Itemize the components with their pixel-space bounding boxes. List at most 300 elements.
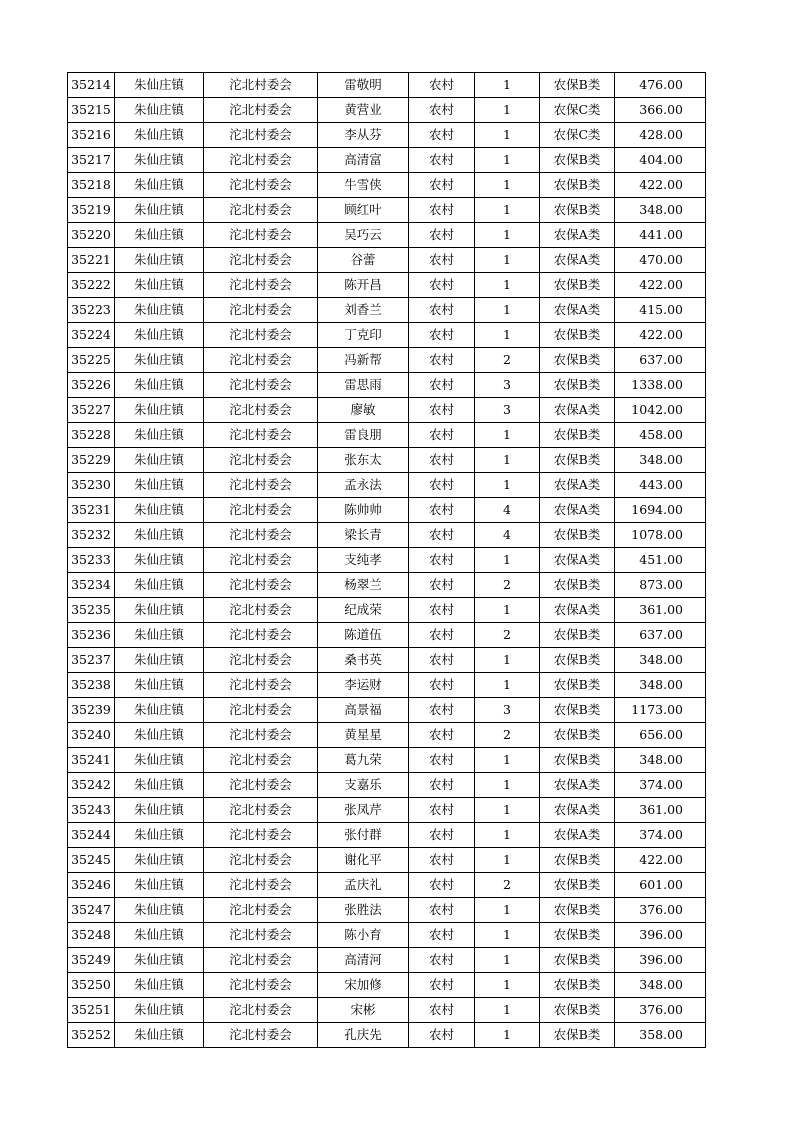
village-cell: 沱北村委会 [204,1023,318,1048]
village-cell: 沱北村委会 [204,673,318,698]
village-cell: 沱北村委会 [204,423,318,448]
village-cell: 沱北村委会 [204,748,318,773]
name-cell: 支纯孝 [318,548,409,573]
count-cell: 1 [475,98,540,123]
amount-cell: 476.00 [615,73,706,98]
table-row [68,323,706,348]
category-cell: 农保A类 [540,248,615,273]
table-row [68,373,706,398]
village-cell: 沱北村委会 [204,398,318,423]
category-cell: 农保B类 [540,948,615,973]
id-cell: 35237 [68,648,115,673]
id-cell: 35226 [68,373,115,398]
table-row [68,848,706,873]
hukou-cell: 农村 [409,573,475,598]
amount-cell: 637.00 [615,348,706,373]
id-cell: 35241 [68,748,115,773]
name-cell: 黄星星 [318,723,409,748]
category-cell: 农保B类 [540,348,615,373]
hukou-cell: 农村 [409,98,475,123]
amount-cell: 1338.00 [615,373,706,398]
table-row [68,698,706,723]
id-cell: 35215 [68,98,115,123]
village-cell: 沱北村委会 [204,773,318,798]
hukou-cell: 农村 [409,898,475,923]
hukou-cell: 农村 [409,773,475,798]
village-cell: 沱北村委会 [204,898,318,923]
id-cell: 35214 [68,73,115,98]
count-cell: 1 [475,248,540,273]
table-row [68,673,706,698]
table-row [68,823,706,848]
table-row [68,598,706,623]
name-cell: 陈帅帅 [318,498,409,523]
category-cell: 农保B类 [540,623,615,648]
village-cell: 沱北村委会 [204,523,318,548]
id-cell: 35252 [68,1023,115,1048]
name-cell: 高清河 [318,948,409,973]
hukou-cell: 农村 [409,373,475,398]
id-cell: 35233 [68,548,115,573]
category-cell: 农保A类 [540,498,615,523]
town-cell: 朱仙庄镇 [115,898,204,923]
count-cell: 4 [475,523,540,548]
id-cell: 35218 [68,173,115,198]
name-cell: 黄营业 [318,98,409,123]
count-cell: 3 [475,698,540,723]
category-cell: 农保A类 [540,548,615,573]
category-cell: 农保B类 [540,423,615,448]
amount-cell: 361.00 [615,598,706,623]
village-cell: 沱北村委会 [204,273,318,298]
id-cell: 35239 [68,698,115,723]
count-cell: 4 [475,498,540,523]
village-cell: 沱北村委会 [204,873,318,898]
table-row [68,923,706,948]
amount-cell: 415.00 [615,298,706,323]
village-cell: 沱北村委会 [204,373,318,398]
village-cell: 沱北村委会 [204,973,318,998]
id-cell: 35231 [68,498,115,523]
table-row [68,248,706,273]
hukou-cell: 农村 [409,698,475,723]
amount-cell: 458.00 [615,423,706,448]
amount-cell: 348.00 [615,198,706,223]
town-cell: 朱仙庄镇 [115,848,204,873]
name-cell: 桑书英 [318,648,409,673]
count-cell: 1 [475,448,540,473]
village-cell: 沱北村委会 [204,798,318,823]
name-cell: 冯新帮 [318,348,409,373]
village-cell: 沱北村委会 [204,498,318,523]
category-cell: 农保B类 [540,148,615,173]
amount-cell: 396.00 [615,923,706,948]
village-cell: 沱北村委会 [204,448,318,473]
town-cell: 朱仙庄镇 [115,298,204,323]
count-cell: 1 [475,998,540,1023]
id-cell: 35228 [68,423,115,448]
amount-cell: 443.00 [615,473,706,498]
hukou-cell: 农村 [409,73,475,98]
amount-cell: 376.00 [615,998,706,1023]
table-row [68,648,706,673]
name-cell: 张凤芹 [318,798,409,823]
table-row [68,623,706,648]
table-row [68,498,706,523]
category-cell: 农保C类 [540,123,615,148]
name-cell: 牛雪侠 [318,173,409,198]
category-cell: 农保B类 [540,273,615,298]
village-cell: 沱北村委会 [204,848,318,873]
town-cell: 朱仙庄镇 [115,523,204,548]
table-row [68,898,706,923]
id-cell: 35221 [68,248,115,273]
name-cell: 雷思雨 [318,373,409,398]
category-cell: 农保B类 [540,898,615,923]
id-cell: 35225 [68,348,115,373]
count-cell: 1 [475,848,540,873]
count-cell: 1 [475,223,540,248]
hukou-cell: 农村 [409,673,475,698]
name-cell: 雷良朋 [318,423,409,448]
hukou-cell: 农村 [409,148,475,173]
count-cell: 1 [475,973,540,998]
count-cell: 1 [475,823,540,848]
table-row [68,98,706,123]
village-cell: 沱北村委会 [204,623,318,648]
hukou-cell: 农村 [409,623,475,648]
hukou-cell: 农村 [409,948,475,973]
id-cell: 35223 [68,298,115,323]
amount-cell: 601.00 [615,873,706,898]
category-cell: 农保A类 [540,823,615,848]
amount-cell: 422.00 [615,173,706,198]
category-cell: 农保B类 [540,873,615,898]
table-row [68,548,706,573]
amount-cell: 873.00 [615,573,706,598]
amount-cell: 348.00 [615,748,706,773]
table-body [68,73,706,1048]
count-cell: 1 [475,473,540,498]
hukou-cell: 农村 [409,998,475,1023]
count-cell: 1 [475,548,540,573]
count-cell: 1 [475,898,540,923]
table-row [68,948,706,973]
table-row [68,198,706,223]
count-cell: 2 [475,873,540,898]
village-cell: 沱北村委会 [204,198,318,223]
id-cell: 35224 [68,323,115,348]
town-cell: 朱仙庄镇 [115,998,204,1023]
category-cell: 农保A类 [540,473,615,498]
amount-cell: 441.00 [615,223,706,248]
village-cell: 沱北村委会 [204,298,318,323]
count-cell: 2 [475,623,540,648]
hukou-cell: 农村 [409,498,475,523]
village-cell: 沱北村委会 [204,173,318,198]
amount-cell: 358.00 [615,1023,706,1048]
count-cell: 1 [475,423,540,448]
id-cell: 35222 [68,273,115,298]
hukou-cell: 农村 [409,473,475,498]
table-row [68,998,706,1023]
table-row [68,748,706,773]
name-cell: 张东太 [318,448,409,473]
town-cell: 朱仙庄镇 [115,723,204,748]
category-cell: 农保B类 [540,723,615,748]
amount-cell: 1173.00 [615,698,706,723]
amount-cell: 374.00 [615,823,706,848]
table-row [68,348,706,373]
town-cell: 朱仙庄镇 [115,598,204,623]
name-cell: 葛九荣 [318,748,409,773]
amount-cell: 374.00 [615,773,706,798]
village-cell: 沱北村委会 [204,348,318,373]
name-cell: 支嘉乐 [318,773,409,798]
category-cell: 农保B类 [540,573,615,598]
table-row [68,448,706,473]
category-cell: 农保A类 [540,398,615,423]
id-cell: 35246 [68,873,115,898]
category-cell: 农保B类 [540,973,615,998]
hukou-cell: 农村 [409,423,475,448]
hukou-cell: 农村 [409,323,475,348]
id-cell: 35247 [68,898,115,923]
name-cell: 廖敏 [318,398,409,423]
village-cell: 沱北村委会 [204,998,318,1023]
amount-cell: 348.00 [615,673,706,698]
name-cell: 李运财 [318,673,409,698]
count-cell: 1 [475,123,540,148]
hukou-cell: 农村 [409,298,475,323]
table-row [68,773,706,798]
amount-cell: 348.00 [615,648,706,673]
category-cell: 农保B类 [540,673,615,698]
id-cell: 35232 [68,523,115,548]
hukou-cell: 农村 [409,223,475,248]
amount-cell: 348.00 [615,973,706,998]
town-cell: 朱仙庄镇 [115,548,204,573]
hukou-cell: 农村 [409,123,475,148]
village-cell: 沱北村委会 [204,73,318,98]
name-cell: 丁克印 [318,323,409,348]
table-row [68,573,706,598]
id-cell: 35244 [68,823,115,848]
category-cell: 农保B类 [540,648,615,673]
town-cell: 朱仙庄镇 [115,273,204,298]
village-cell: 沱北村委会 [204,823,318,848]
amount-cell: 656.00 [615,723,706,748]
id-cell: 35229 [68,448,115,473]
table-row [68,423,706,448]
name-cell: 李从芬 [318,123,409,148]
name-cell: 陈道伍 [318,623,409,648]
count-cell: 1 [475,673,540,698]
amount-cell: 1694.00 [615,498,706,523]
town-cell: 朱仙庄镇 [115,673,204,698]
hukou-cell: 农村 [409,173,475,198]
table-row [68,1023,706,1048]
town-cell: 朱仙庄镇 [115,973,204,998]
town-cell: 朱仙庄镇 [115,748,204,773]
hukou-cell: 农村 [409,198,475,223]
count-cell: 1 [475,298,540,323]
name-cell: 张付群 [318,823,409,848]
hukou-cell: 农村 [409,748,475,773]
town-cell: 朱仙庄镇 [115,873,204,898]
table-row [68,523,706,548]
id-cell: 35242 [68,773,115,798]
town-cell: 朱仙庄镇 [115,948,204,973]
category-cell: 农保B类 [540,523,615,548]
count-cell: 1 [475,323,540,348]
category-cell: 农保B类 [540,998,615,1023]
table-row [68,223,706,248]
category-cell: 农保B类 [540,173,615,198]
category-cell: 农保A类 [540,598,615,623]
id-cell: 35243 [68,798,115,823]
count-cell: 1 [475,148,540,173]
name-cell: 高清富 [318,148,409,173]
hukou-cell: 农村 [409,823,475,848]
count-cell: 1 [475,73,540,98]
hukou-cell: 农村 [409,723,475,748]
count-cell: 1 [475,598,540,623]
id-cell: 35230 [68,473,115,498]
count-cell: 1 [475,773,540,798]
category-cell: 农保B类 [540,748,615,773]
name-cell: 梁长青 [318,523,409,548]
name-cell: 陈小育 [318,923,409,948]
town-cell: 朱仙庄镇 [115,398,204,423]
id-cell: 35216 [68,123,115,148]
town-cell: 朱仙庄镇 [115,1023,204,1048]
town-cell: 朱仙庄镇 [115,198,204,223]
category-cell: 农保B类 [540,698,615,723]
amount-cell: 1078.00 [615,523,706,548]
village-cell: 沱北村委会 [204,923,318,948]
village-cell: 沱北村委会 [204,248,318,273]
hukou-cell: 农村 [409,923,475,948]
category-cell: 农保A类 [540,223,615,248]
town-cell: 朱仙庄镇 [115,448,204,473]
village-cell: 沱北村委会 [204,598,318,623]
town-cell: 朱仙庄镇 [115,623,204,648]
name-cell: 吴巧云 [318,223,409,248]
id-cell: 35234 [68,573,115,598]
name-cell: 顾红叶 [318,198,409,223]
hukou-cell: 农村 [409,648,475,673]
name-cell: 雷敬明 [318,73,409,98]
village-cell: 沱北村委会 [204,123,318,148]
village-cell: 沱北村委会 [204,648,318,673]
table-row [68,973,706,998]
count-cell: 3 [475,398,540,423]
count-cell: 2 [475,723,540,748]
town-cell: 朱仙庄镇 [115,73,204,98]
category-cell: 农保A类 [540,798,615,823]
town-cell: 朱仙庄镇 [115,148,204,173]
table-row [68,723,706,748]
town-cell: 朱仙庄镇 [115,648,204,673]
hukou-cell: 农村 [409,348,475,373]
id-cell: 35219 [68,198,115,223]
town-cell: 朱仙庄镇 [115,423,204,448]
amount-cell: 422.00 [615,273,706,298]
amount-cell: 451.00 [615,548,706,573]
table-row [68,123,706,148]
amount-cell: 404.00 [615,148,706,173]
village-cell: 沱北村委会 [204,573,318,598]
name-cell: 谢化平 [318,848,409,873]
town-cell: 朱仙庄镇 [115,173,204,198]
category-cell: 农保A类 [540,298,615,323]
village-cell: 沱北村委会 [204,223,318,248]
village-cell: 沱北村委会 [204,548,318,573]
hukou-cell: 农村 [409,848,475,873]
amount-cell: 348.00 [615,448,706,473]
id-cell: 35217 [68,148,115,173]
table-row [68,148,706,173]
count-cell: 1 [475,648,540,673]
town-cell: 朱仙庄镇 [115,798,204,823]
name-cell: 纪成荣 [318,598,409,623]
town-cell: 朱仙庄镇 [115,98,204,123]
count-cell: 3 [475,373,540,398]
name-cell: 杨翠兰 [318,573,409,598]
amount-cell: 470.00 [615,248,706,273]
amount-cell: 366.00 [615,98,706,123]
name-cell: 高景福 [318,698,409,723]
village-cell: 沱北村委会 [204,148,318,173]
category-cell: 农保B类 [540,923,615,948]
town-cell: 朱仙庄镇 [115,573,204,598]
town-cell: 朱仙庄镇 [115,773,204,798]
village-cell: 沱北村委会 [204,698,318,723]
category-cell: 农保B类 [540,323,615,348]
id-cell: 35240 [68,723,115,748]
id-cell: 35235 [68,598,115,623]
table-row [68,873,706,898]
name-cell: 宋彬 [318,998,409,1023]
hukou-cell: 农村 [409,548,475,573]
id-cell: 35250 [68,973,115,998]
table-row [68,473,706,498]
count-cell: 1 [475,923,540,948]
id-cell: 35248 [68,923,115,948]
town-cell: 朱仙庄镇 [115,248,204,273]
amount-cell: 428.00 [615,123,706,148]
village-cell: 沱北村委会 [204,323,318,348]
hukou-cell: 农村 [409,873,475,898]
town-cell: 朱仙庄镇 [115,223,204,248]
town-cell: 朱仙庄镇 [115,123,204,148]
town-cell: 朱仙庄镇 [115,373,204,398]
id-cell: 35249 [68,948,115,973]
category-cell: 农保A类 [540,773,615,798]
category-cell: 农保B类 [540,373,615,398]
hukou-cell: 农村 [409,1023,475,1048]
count-cell: 2 [475,573,540,598]
hukou-cell: 农村 [409,598,475,623]
table-row [68,173,706,198]
hukou-cell: 农村 [409,398,475,423]
id-cell: 35245 [68,848,115,873]
village-cell: 沱北村委会 [204,473,318,498]
hukou-cell: 农村 [409,273,475,298]
category-cell: 农保B类 [540,448,615,473]
category-cell: 农保B类 [540,848,615,873]
